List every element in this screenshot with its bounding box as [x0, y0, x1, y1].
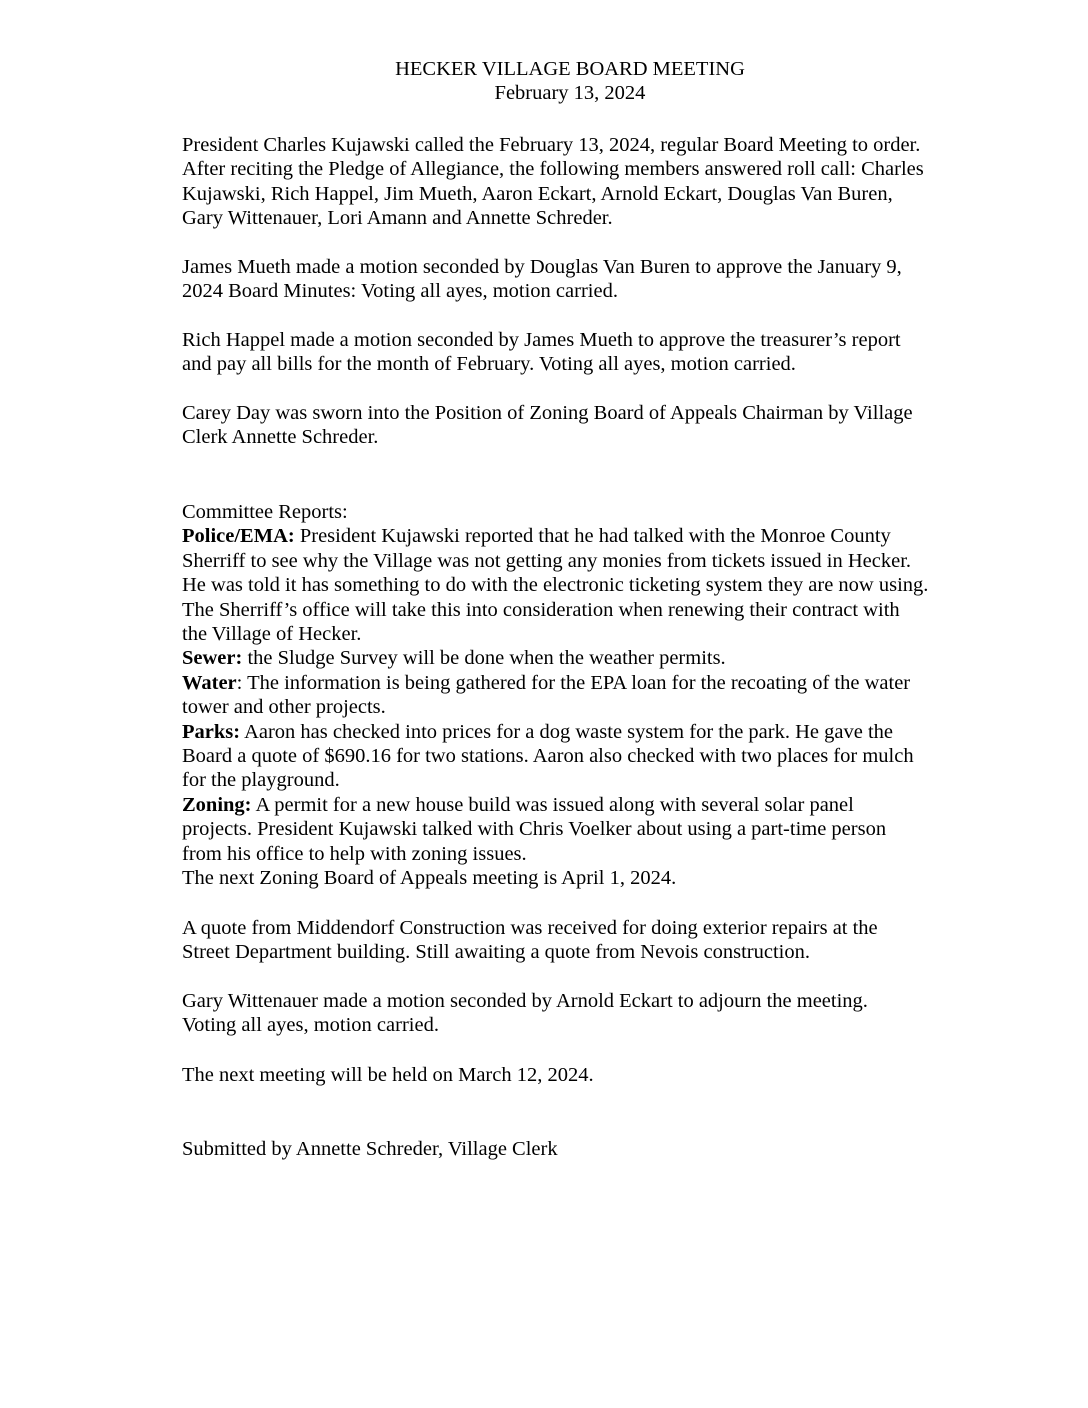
text-line: from his office to help with zoning issues.: [182, 842, 527, 865]
text-line: Gary Wittenauer made a motion seconded by Arnold Eckart to adjourn the meeting.: [182, 990, 868, 1012]
committee-reports-section: [182, 500, 1062, 891]
text-line: James Mueth made a motion seconded by Douglas Van Buren to approve the January 9,: [182, 256, 902, 278]
text-line: projects. President Kujawski talked with Chris Voelker about using a part-time person: [182, 818, 887, 841]
committee-reports-heading: Committee Reports:: [182, 501, 348, 523]
water-label: Water: [182, 671, 237, 694]
text-line: Kujawski, Rich Happel, Jim Mueth, Aaron Eckart, Arnold Eckart, Douglas Van Buren,: [182, 182, 893, 205]
submitted-by-paragraph: [182, 1137, 1062, 1161]
treasurer-report-paragraph: [182, 328, 1062, 377]
call-to-order-paragraph: [182, 133, 1062, 231]
text-line: for the playground.: [182, 769, 340, 792]
text-line: Voting all ayes, motion carried.: [182, 1014, 439, 1037]
text-line: After reciting the Pledge of Allegiance, the following members answered roll call: Charles: [182, 158, 924, 181]
document-title: HECKER VILLAGE BOARD MEETING: [395, 58, 745, 80]
parks-text: Aaron has checked into prices for a dog waste system for the park. He gave the: [240, 720, 894, 743]
text-line: Sherriff to see why the Village was not getting any monies from tickets issued in Hecker.: [182, 549, 912, 572]
text-line: and pay all bills for the month of February. Voting all ayes, motion carried.: [182, 353, 796, 376]
submitted-by-text: Submitted by Annette Schreder, Village Clerk: [182, 1138, 558, 1160]
text-line: The next Zoning Board of Appeals meeting is April 1, 2024.: [182, 867, 677, 890]
police-text: President Kujawski reported that he had talked with the Monroe County: [294, 525, 891, 548]
meeting-date: February 13, 2024: [494, 82, 646, 105]
minutes-approval-paragraph: [182, 255, 1062, 304]
zoning-report-line: [182, 793, 1062, 817]
police-report-line: [182, 524, 1062, 548]
text-line: Carey Day was sworn into the Position of Zoning Board of Appeals Chairman by Village: [182, 402, 913, 424]
next-meeting-paragraph: [182, 1063, 1062, 1087]
text-line: Gary Wittenauer, Lori Amann and Annette Schreder.: [182, 207, 613, 230]
sewer-label: Sewer:: [182, 647, 243, 670]
swearing-in-paragraph: [182, 401, 1062, 450]
text-line: Board a quote of $690.16 for two stations. Aaron also checked with two places for mulch: [182, 745, 914, 768]
police-label: Police/EMA:: [182, 525, 295, 548]
adjournment-paragraph: [182, 989, 1062, 1038]
text-line: He was told it has something to do with the electronic ticketing system they are now using.: [182, 574, 929, 597]
text-line: tower and other projects.: [182, 696, 386, 719]
water-text: : The information is being gathered for the EPA loan for the recoating of the water: [236, 671, 911, 694]
construction-quote-paragraph: [182, 916, 1062, 965]
zoning-label: Zoning:: [182, 793, 252, 816]
text-line: Clerk Annette Schreder.: [182, 426, 379, 449]
parks-report-line: [182, 720, 1062, 744]
text-line: the Village of Hecker.: [182, 623, 362, 646]
text-line: 2024 Board Minutes: Voting all ayes, motion carried.: [182, 280, 618, 303]
parks-label: Parks:: [182, 720, 241, 743]
text-line: A quote from Middendorf Construction was received for doing exterior repairs at the: [182, 917, 878, 939]
sewer-report-line: [182, 646, 1062, 670]
document-header: [0, 57, 1088, 106]
text-line: The Sherriff’s office will take this into consideration when renewing their contract with: [182, 598, 900, 621]
text-line: Rich Happel made a motion seconded by James Mueth to approve the treasurer’s report: [182, 329, 901, 351]
zoning-text: A permit for a new house build was issued along with several solar panel: [251, 793, 854, 816]
text-line: Street Department building. Still awaiting a quote from Nevois construction.: [182, 941, 810, 964]
water-report-line: [182, 671, 1062, 695]
text-line: President Charles Kujawski called the February 13, 2024, regular Board Meeting to order.: [182, 134, 921, 156]
next-meeting-text: The next meeting will be held on March 12, 2024.: [182, 1064, 594, 1086]
sewer-text: the Sludge Survey will be done when the weather permits.: [242, 647, 726, 670]
